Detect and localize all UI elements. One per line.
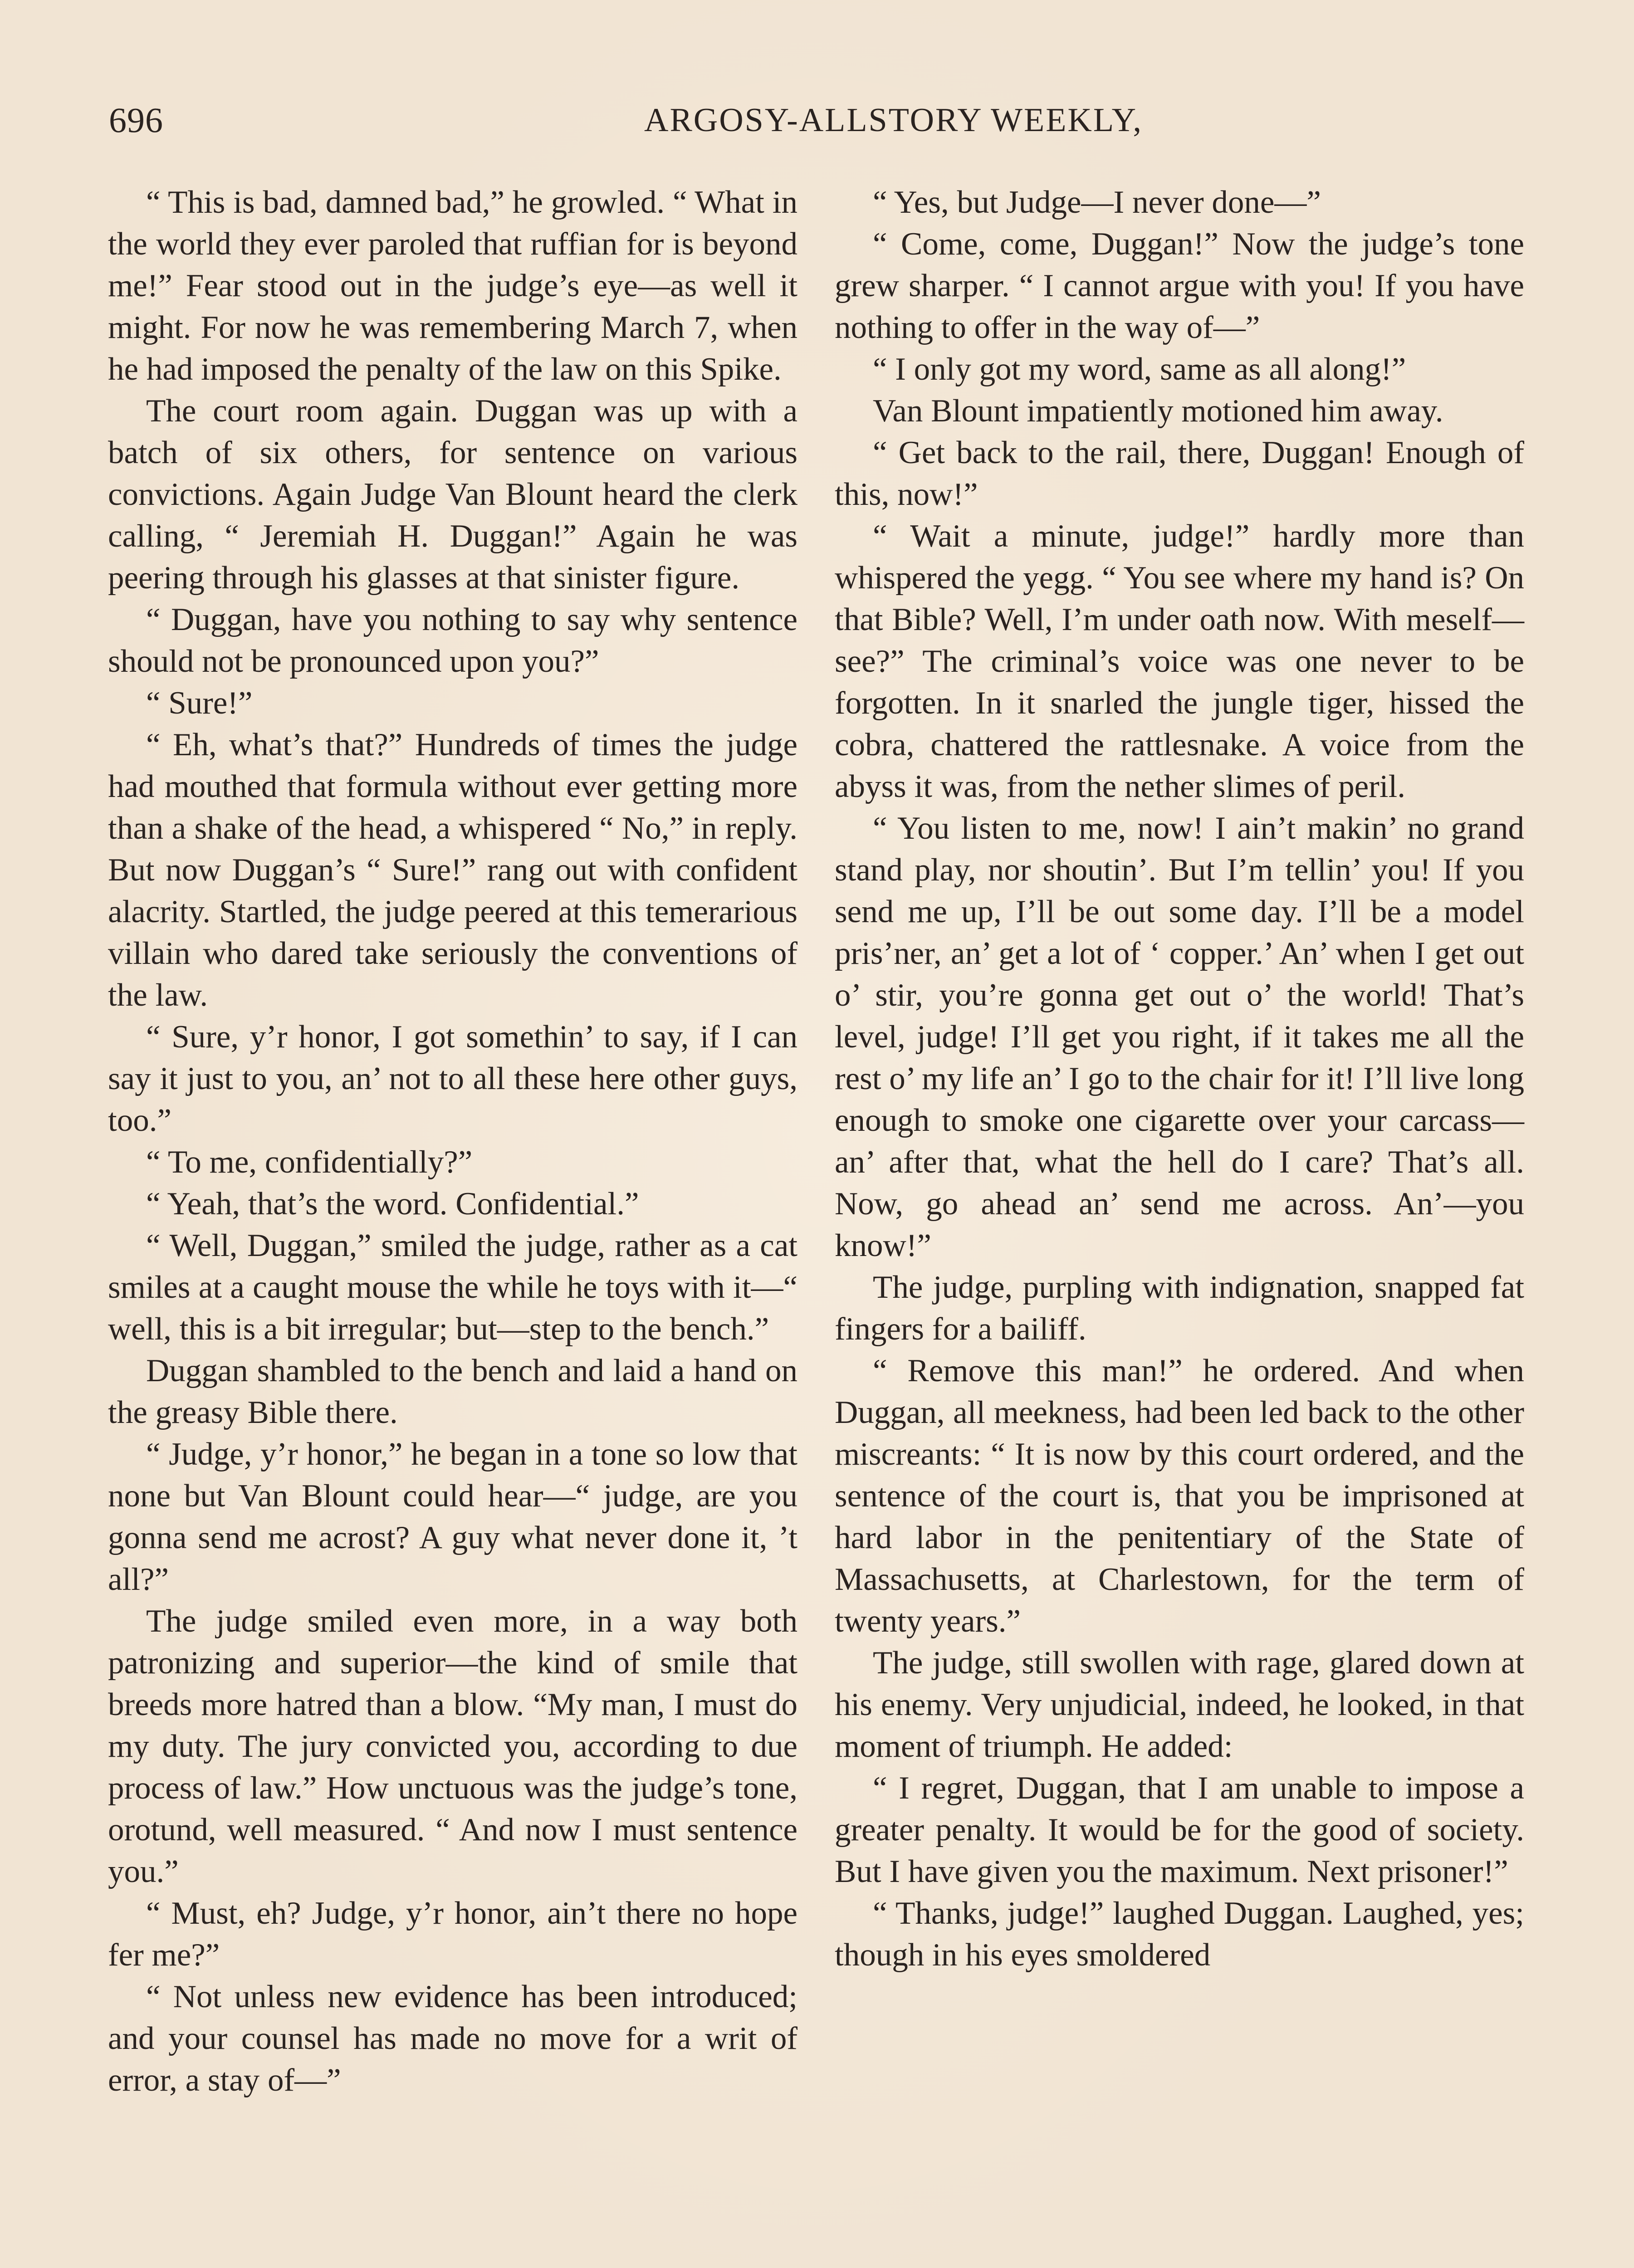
paragraph: “ Thanks, judge!” laughed Duggan. Laughed, yes; though in his eyes smoldered [835,1896,1524,1973]
page-number: 696 [109,100,163,140]
right-column [835,181,1524,1976]
paragraph: Van Blount impatiently motioned him away. [873,393,1443,429]
running-title: ARGOSY-ALLSTORY WEEKLY, [644,102,1143,139]
paragraph: “ Sure, y’r honor, I got somethin’ to say, if I can say it just to you, an’ not to all these here other guys, too.” [108,1019,797,1138]
paragraph: Duggan shambled to the bench and laid a hand on the greasy Bible there. [108,1353,797,1430]
paragraph: The court room again. Duggan was up with a batch of six others, for sentence on various convictions. Again Judge Van Blount heard the clerk calling, “ Jeremiah H. Duggan!” Again he was peering through his glasses at that sinister figure. [108,393,797,596]
paragraph: “ Get back to the rail, there, Duggan! Enough of this, now!” [835,435,1524,512]
paragraph: “ I only got my word, same as all along!” [873,352,1406,387]
paragraph: “ Yeah, that’s the word. Confidential.” [146,1186,639,1222]
paragraph: “ You listen to me, now! I ain’t makin’ no grand stand play, nor shoutin’. But I’m tellin’ you! If you send me up, I’ll be out some day. I’ll be a model pris’ner, an’ get a lot of ‘ copper.’ An’ when I get out o’ stir, you’re gonna get out o’ the world! That’s level, judge! I’ll get you right, if it takes me all the rest o’ my life an’ I go to the chair for it! I’ll live long enough to smoke one cigarette over your carcass—an’ after that, what the hell do I care? That’s all. Now, go ahead an’ send me across. An’—you know!” [835,811,1524,1263]
paragraph: The judge, still swollen with rage, glared down at his enemy. Very unjudicial, indeed, he looked, in that moment of triumph. He added: [835,1645,1524,1764]
paragraph: The judge, purpling with indignation, snapped fat fingers for a bailiff. [835,1270,1524,1347]
left-column [108,181,797,2101]
paragraph: “ Must, eh? Judge, y’r honor, ain’t there no hope fer me?” [108,1896,797,1973]
paragraph: “ This is bad, damned bad,” he growled. “ What in the world they ever paroled that ruffian for is beyond me!” Fear stood out in the judge’s eye—as well it might. For now he was remembering March 7, when he had imposed the penalty of the law on this Spike. [108,185,797,387]
paragraph: “ Eh, what’s that?” Hundreds of times the judge had mouthed that formula without ever getting more than a shake of the head, a whispered “ No,” in reply. But now Duggan’s “ Sure!” rang out with confident alacrity. Startled, the judge peered at this temerarious villain who dared take seriously the conventions of the law. [108,727,797,1013]
paragraph: “ Sure!” [146,685,253,721]
paragraph: “ Judge, y’r honor,” he began in a tone so low that none but Van Blount could hear—“ judge, are you gonna send me acrost? A guy what never done it, ’t all?” [108,1437,797,1597]
paragraph: “ Remove this man!” he ordered. And when Duggan, all meekness, had been led back to the other miscreants: “ It is now by this court ordered, and the sentence of the court is, that you be imprisoned at hard labor in the penitentiary of the State of Massachusetts, at Charlestown, for the term of twenty years.” [835,1353,1524,1639]
paragraph: “ Wait a minute, judge!” hardly more than whispered the yegg. “ You see where my hand is? On that Bible? Well, I’m under oath now. With meself—see?” The criminal’s voice was one never to be forgotten. In it snarled the jungle tiger, hissed the cobra, chattered the rattlesnake. A voice from the abyss it was, from the nether slimes of peril. [835,518,1524,804]
paragraph: “ I regret, Duggan, that I am unable to impose a greater penalty. It would be for the good of society. But I have given you the maximum. Next prisoner!” [835,1770,1524,1889]
paragraph: “ To me, confidentially?” [146,1144,473,1180]
paragraph: “ Not unless new evidence has been introduced; and your counsel has made no move for a writ of error, a stay of—” [108,1979,797,2098]
paragraph: “ Come, come, Duggan!” Now the judge’s tone grew sharper. “ I cannot argue with you! If you have nothing to offer in the way of—” [835,226,1524,345]
paragraph: “ Duggan, have you nothing to say why sentence should not be pronounced upon you?” [108,602,797,679]
paragraph: “ Yes, but Judge—I never done—” [873,185,1321,220]
paragraph: The judge smiled even more, in a way both patronizing and superior—the kind of smile that breeds more hatred than a blow. “My man, I must do my duty. The jury convicted you, according to due process of law.” How unctuous was the judge’s tone, orotund, well measured. “ And now I must sentence you.” [108,1603,797,1889]
paragraph: “ Well, Duggan,” smiled the judge, rather as a cat smiles at a caught mouse the while he toys with it—“ well, this is a bit irregular; but—step to the bench.” [108,1228,797,1347]
page-header [109,98,1524,147]
